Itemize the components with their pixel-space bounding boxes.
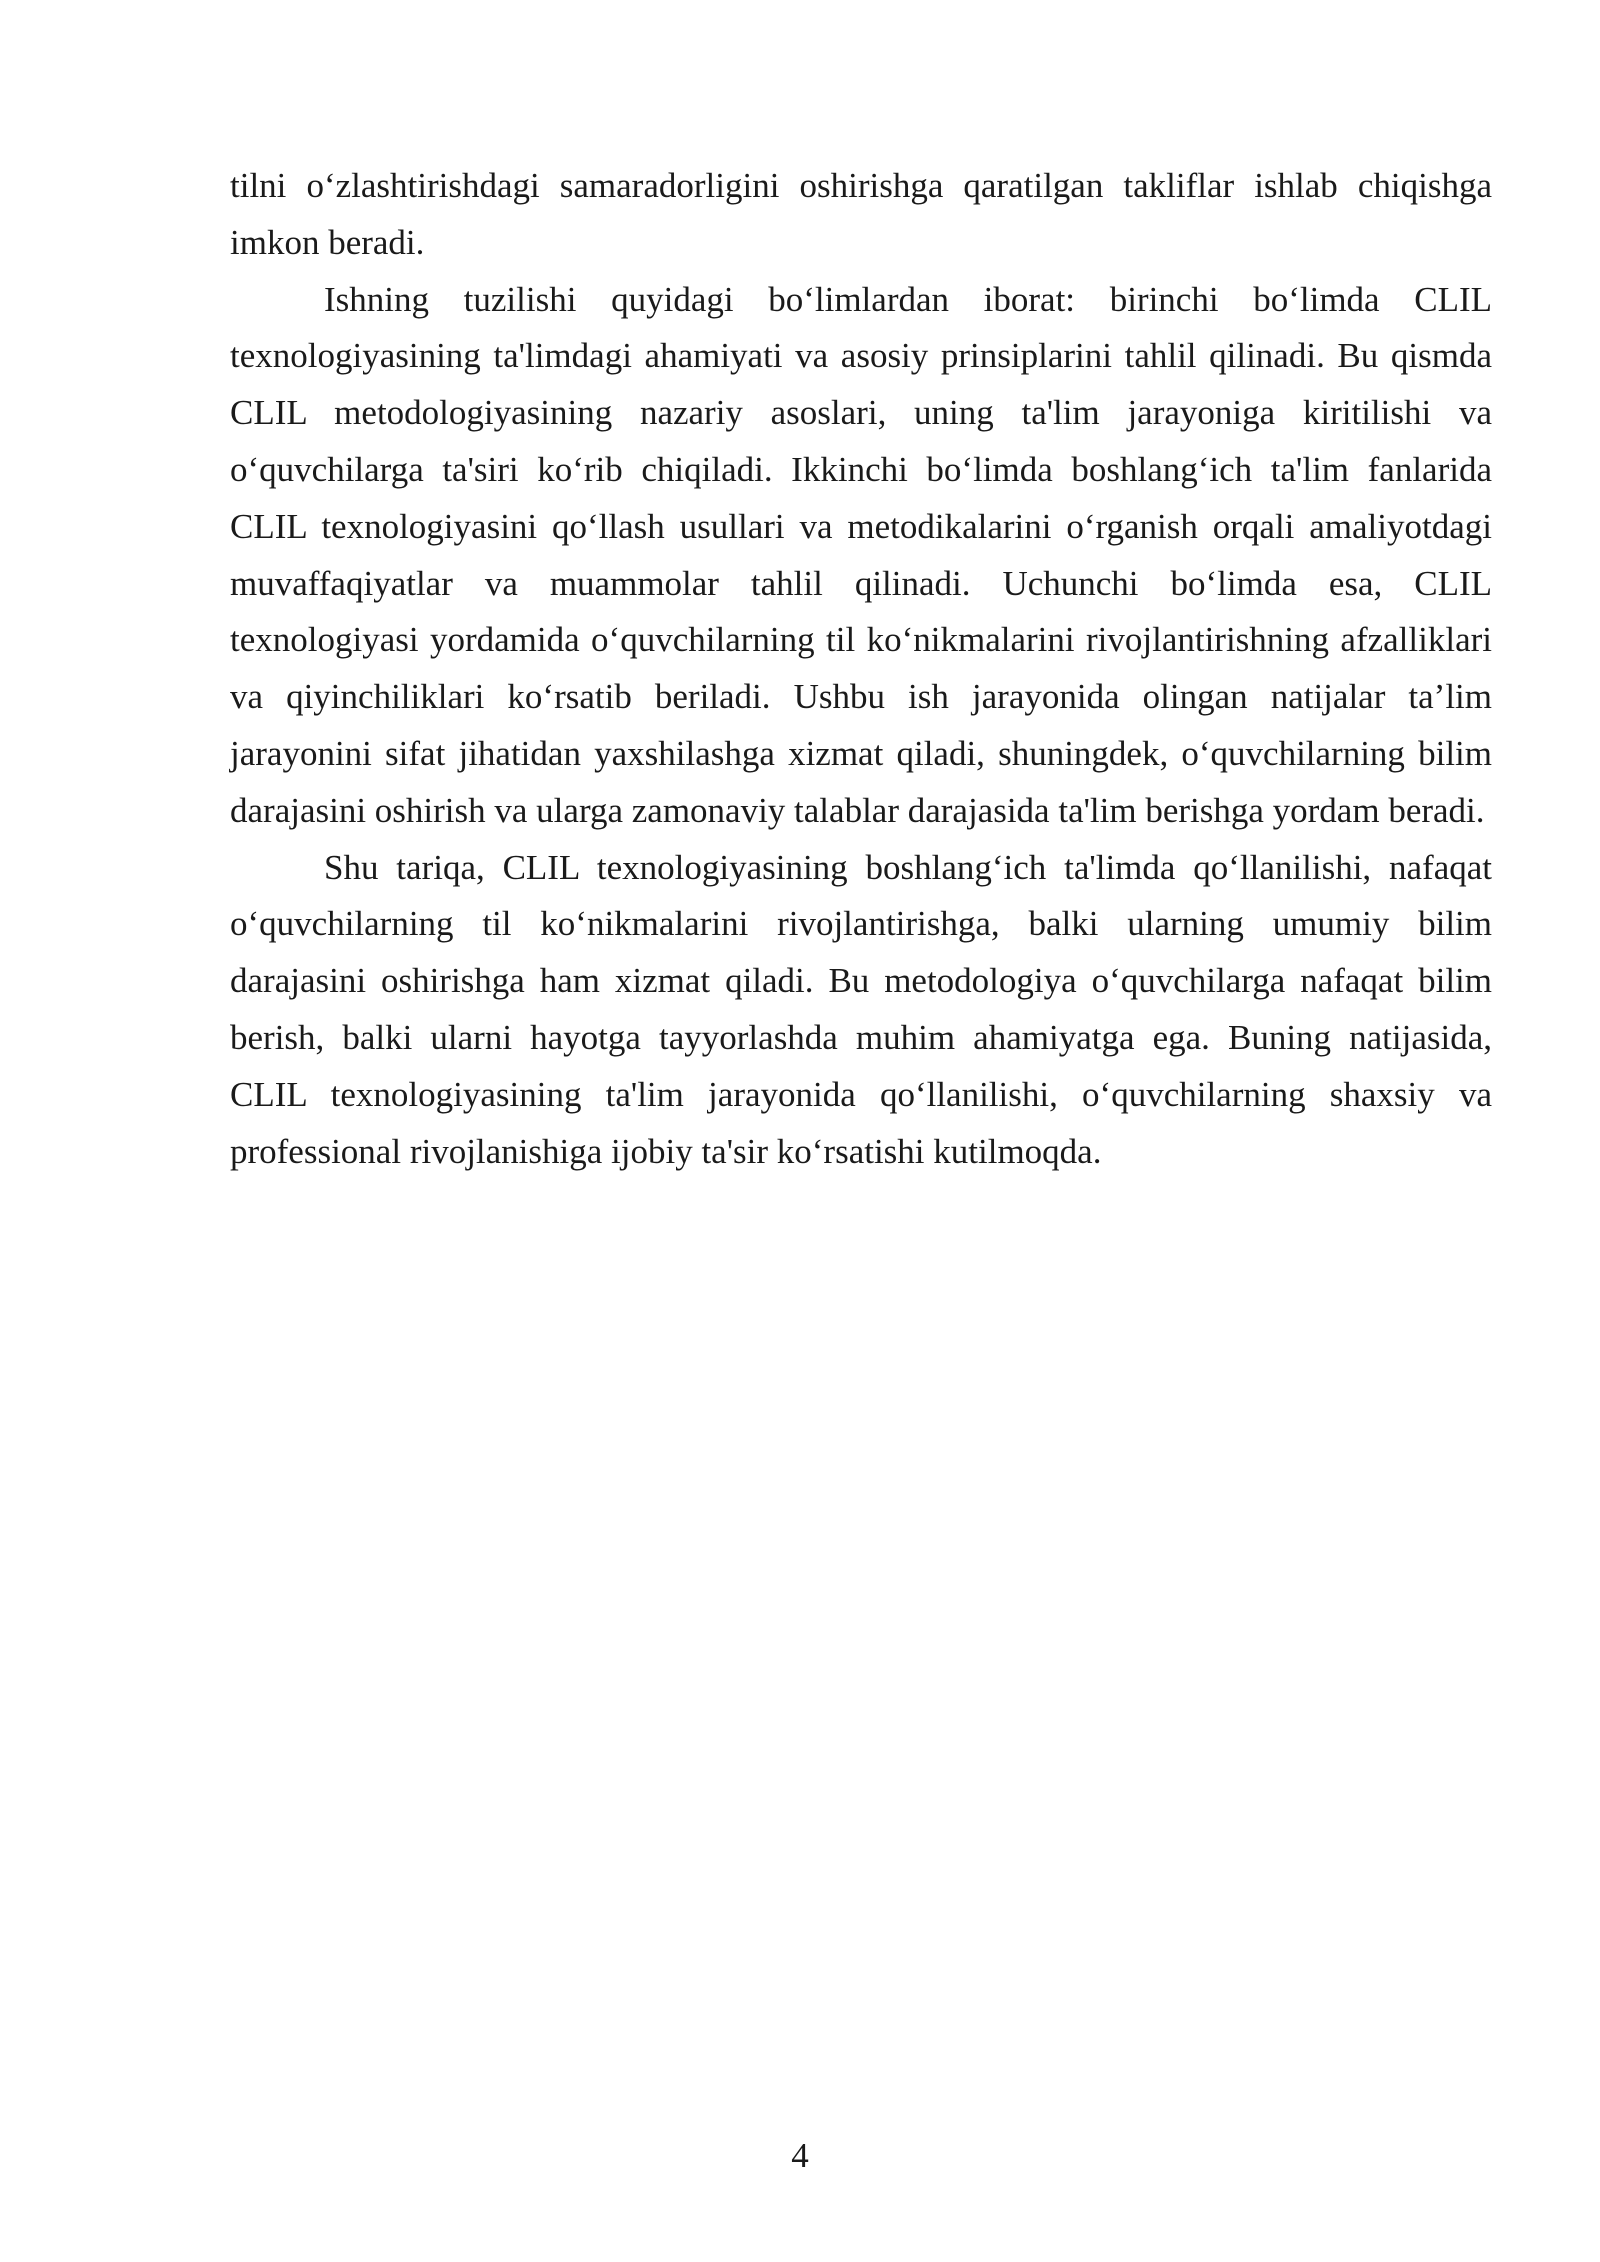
paragraph-continued: tilni o‘zlashtirishdagi samaradorligini oshirishga qaratilgan takliflar ishlab chiqishga imkon beradi.: [230, 166, 1492, 262]
paragraph-conclusion: Shu tariqa, CLIL texnologiyasining boshlang‘ich ta'limda qo‘llanilishi, nafaqat o‘quvchilarning til ko‘nikmalarini rivojlantirishga, balki ularning umumiy bilim darajasini oshirishga ham xizmat qiladi. Bu metodologiya o‘quvchilarga nafaqat bilim berish, balki ularni hayotga tayyorlashda muhim ahamiyatga ega. Buning natijasida, CLIL texnologiyasining ta'lim jarayonida qo‘llanilishi, o‘quvchilarning shaxsiy va professional rivojlanishiga ijobiy ta'sir ko‘rsatishi kutilmoqda.: [230, 847, 1492, 1171]
page-number: 4: [791, 2136, 809, 2175]
page-body: [230, 158, 1492, 1180]
paragraph-structure: Ishning tuzilishi quyidagi bo‘limlardan iborat: birinchi bo‘limda CLIL texnologiyasining ta'limdagi ahamiyati va asosiy prinsiplarini tahlil qilinadi. Bu qismda CLIL metodologiyasining nazariy asoslari, uning ta'lim jarayoniga kiritilishi va o‘quvchilarga ta'siri ko‘rib chiqiladi. Ikkinchi bo‘limda boshlang‘ich ta'lim fanlarida CLIL texnologiyasini qo‘llash usullari va metodikalarini o‘rganish orqali amaliyotdagi muvaffaqiyatlar va muammolar tahlil qilinadi. Uchunchi bo‘limda esa, CLIL texnologiyasi yordamida o‘quvchilarning til ko‘nikmalarini rivojlantirishning afzalliklari va qiyinchiliklari ko‘rsatib beriladi. Ushbu ish jarayonida olingan natijalar ta’lim jarayonini sifat jihatidan yaxshilashga xizmat qiladi, shuningdek, o‘quvchilarning bilim darajasini oshirish va ularga zamonaviy talablar darajasida ta'lim berishga yordam beradi.: [230, 279, 1492, 830]
